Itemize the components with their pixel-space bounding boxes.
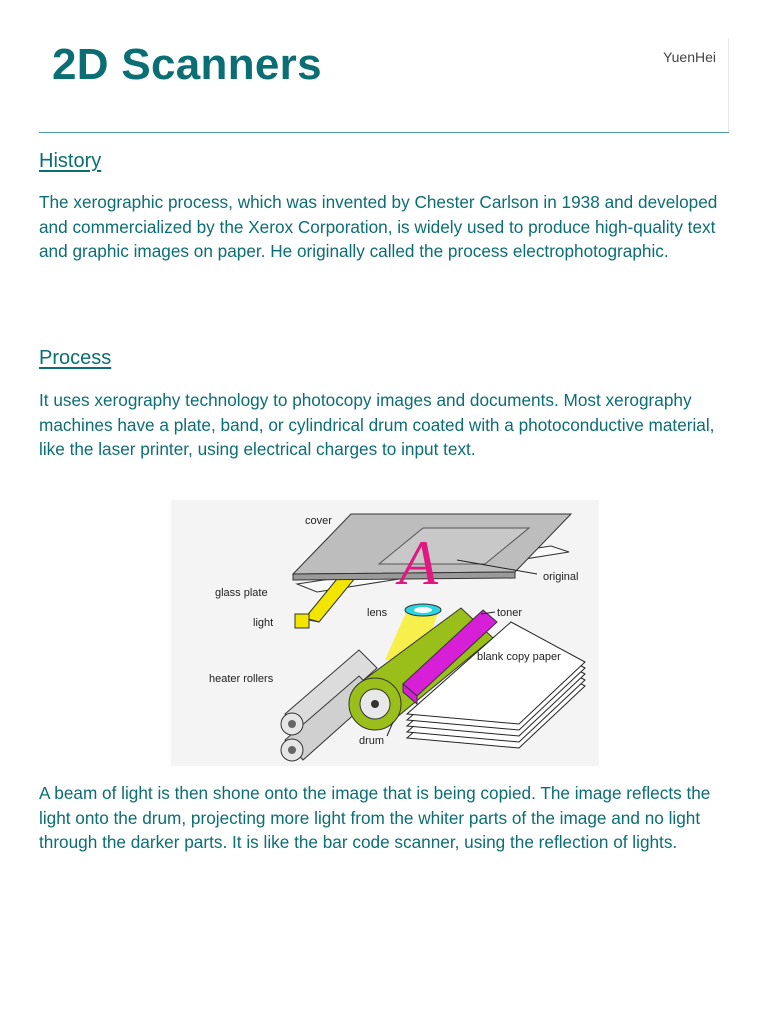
header-vertical-divider — [728, 38, 729, 132]
author-name: YuenHei — [663, 49, 716, 65]
label-cover: cover — [305, 515, 332, 527]
heater-roller-top-axle — [288, 720, 296, 728]
heater-roller-bottom-axle — [288, 746, 296, 754]
label-heater-rollers: heater rollers — [209, 673, 274, 685]
lens-highlight — [414, 607, 432, 613]
light-bar-end — [295, 614, 309, 628]
label-lens: lens — [367, 607, 388, 619]
header-divider — [39, 132, 729, 133]
original-letter: A — [399, 527, 439, 598]
drum-axle — [371, 700, 379, 708]
history-paragraph: The xerographic process, which was invented by Chester Carlson in 1938 and developed and commercialized by the Xerox Corporation, is widely used to produce high-quality text and graphic images on paper. He originally called the process electrophotographic. — [39, 192, 718, 262]
process-paragraph-2: A beam of light is then shone onto the image that is being copied. The image reflects the light onto the drum, projecting more light from the whiter parts of the image and no light through the darker parts. It is like the bar code scanner, using the reflection of lights. — [39, 783, 711, 853]
label-blank-copy-paper: blank copy paper — [477, 651, 561, 663]
photocopier-diagram — [171, 500, 599, 766]
label-light: light — [253, 617, 274, 629]
label-drum: drum — [359, 735, 385, 747]
process-paragraph: It uses xerography technology to photocopy images and documents. Most xerography machines have a plate, band, or cylindrical drum coated with a photoconductive material, like the laser printer, using electrical charges to input text. — [39, 390, 715, 460]
section-heading-history: History — [39, 150, 102, 172]
page-title: 2D Scanners — [52, 40, 322, 89]
label-toner: toner — [497, 607, 523, 619]
label-glass-plate: glass plate — [215, 587, 268, 599]
label-original: original — [543, 571, 579, 583]
photocopier-diagram-svg — [171, 500, 599, 766]
section-heading-process: Process — [39, 347, 112, 369]
